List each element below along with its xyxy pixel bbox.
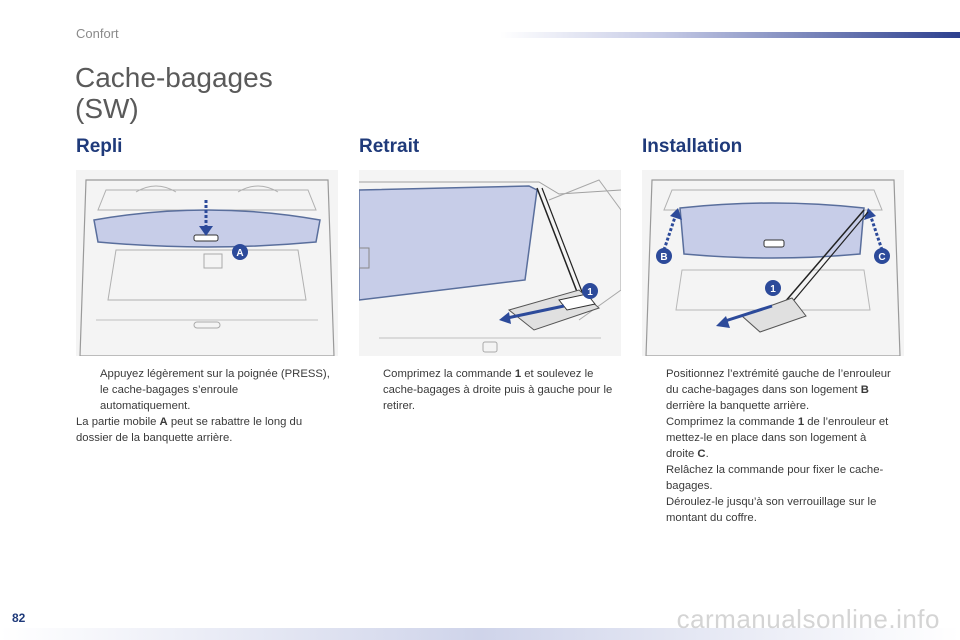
bullet-text: Appuyez légèrement sur la poignée (PRESS), le cache-bagages s’enroule automatiquement. — [100, 368, 330, 412]
figure-label-b: B — [660, 252, 668, 263]
page-title — [75, 62, 273, 124]
bullet-item: Comprimez la commande 1 et soulevez le cache-bagages à droite puis à gauche pour le retirer. — [383, 368, 613, 412]
text-repli — [76, 366, 331, 446]
figure-repli — [76, 170, 338, 356]
header-accent-bar — [500, 32, 960, 38]
figure-retrait — [359, 170, 621, 356]
page-title-line2: (SW) — [75, 93, 139, 124]
watermark: carmanualsonline.info — [676, 604, 940, 634]
trunk-illustration-retrait — [359, 170, 621, 356]
trunk-illustration-repli — [76, 170, 338, 356]
bullet-item: Comprimez la commande 1 de l’enrouleur et mettez-le en place dans son logement à droite C. — [666, 416, 889, 460]
heading-repli: Repli — [76, 136, 123, 157]
column-repli — [76, 136, 341, 160]
page-number: 82 — [12, 611, 26, 625]
text-installation — [642, 366, 897, 526]
bullet-item: Positionnez l’extrémité gauche de l’enrouleur du cache-bagages dans son logement B derrière la banquette arrière. — [666, 368, 891, 412]
text-retrait — [359, 366, 614, 414]
figure-installation — [642, 170, 904, 356]
bullet-item: Relâchez la commande pour fixer le cache-bagages. — [666, 464, 884, 492]
figure-label-a: A — [236, 248, 244, 259]
heading-installation: Installation — [642, 136, 743, 157]
heading-retrait: Retrait — [359, 136, 420, 157]
note-text: La partie mobile A peut se rabattre le long du dossier de la banquette arrière. — [76, 416, 303, 444]
bullet-item: Déroulez-le jusqu’à son verrouillage sur le montant du coffre. — [666, 496, 877, 524]
column-retrait — [359, 136, 624, 160]
bullet-item — [76, 366, 331, 414]
page-title-line1: Cache-bagages — [75, 62, 273, 93]
figure-label-1: 1 — [770, 284, 776, 295]
trunk-illustration-installation — [642, 170, 904, 356]
figure-label-c: C — [878, 252, 886, 263]
section-label: Confort — [76, 26, 119, 41]
column-installation — [642, 136, 907, 160]
figure-label-1: 1 — [587, 287, 593, 298]
